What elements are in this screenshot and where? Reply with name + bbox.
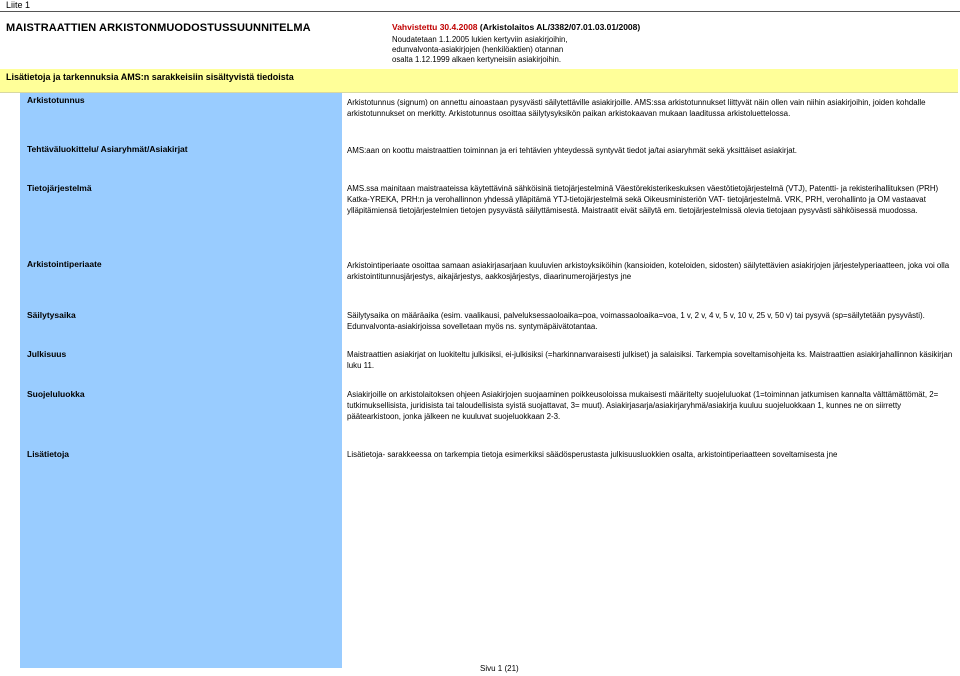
row-text-suojeluluokka: Asiakirjoille on arkistolaitoksen ohjeen Asiakirjojen suojaaminen poikkeusoloissa mukaisesti määritelty suojeluluokat (1=toiminnan jatkumisen kannalta välttämättömät, 2= tutkimuksellisista, juridisista tai taloudellisista syistä suojattavat, 3= muut). Asiakirjasarja/asiakirjaryhmä/asiakirja kuuluu suojeluokkaan 1, kunnes ne on siirretty päätearkistoon, jonka jälkeen ne kuuluvat suojeluokkaan 2-3.	[347, 390, 939, 421]
top-divider	[0, 11, 960, 12]
row-text-tehtavaluokittelu: AMS:aan on koottu maistraattien toiminnan ja eri tehtävien yhteydessä syntyvät tiedot ja/tai asiaryhmät sekä yksittäiset asiakirjat.	[347, 146, 797, 155]
row-label-arkistointiperiaate: Arkistointiperiaate	[27, 259, 102, 269]
appendix-label: Liite 1	[6, 0, 31, 10]
row-label-julkisuus: Julkisuus	[27, 349, 67, 359]
approval-reference: (Arkistolaitos AL/3382/07.01.03.01/2008)	[477, 22, 641, 32]
row-label-tehtavaluokittelu: Tehtäväluokittelu/ Asiaryhmät/Asiakirjat	[27, 144, 188, 154]
applicability-line-2: edunvalvonta-asiakirjojen (henkilöaktien) otannan	[392, 45, 564, 54]
row-text-arkistotunnus: Arkistotunnus (signum) on annettu ainoastaan pysyvästi säilytettäville asiakirjoille. AMS:ssa arkistotunnukset liittyvät näin ollen vain niihin asiakirjoihin, joiden kohdalle arkistotunnukset on merkitty. Arkistotunnus osoittaa säilytysyksikön paikan arkistokaavan mukaan laaditussa arkistoluettelossa.	[347, 98, 926, 118]
applicability-line-1: Noudatetaan 1.1.2005 lukien kertyviin asiakirjoihin,	[392, 35, 568, 44]
page-number: Sivu 1 (21)	[480, 664, 519, 673]
approval-note	[392, 22, 640, 32]
section-header-band	[0, 69, 958, 93]
row-label-tietojarjestelma: Tietojärjestelmä	[27, 183, 92, 193]
applicability-line-3: osalta 1.12.1999 alkaen kertyneisiin asiakirjoihin.	[392, 55, 562, 64]
row-text-julkisuus: Maistraattien asiakirjat on luokiteltu julkisiksi, ei-julkisiksi (=harkinnanvaraisesti julkiset) ja salaisiksi. Tarkempia soveltamisohjeita ks. Maistraattien asiakirjahallinnon käsikirjan luku 11.	[347, 350, 953, 370]
row-text-arkistointiperiaate: Arkistointiperiaate osoittaa samaan asiakirjasarjaan kuuluvien arkistoyksiköihin (kansioiden, koteloiden, sidosten) säilytettävien asiakirjojen järjestelyperiaatteen, joka voi olla arkistointitunnusjärjestys, aikajärjestys, aakkosjärjestys, diaarinumerojärjestys jne	[347, 261, 950, 281]
row-text-sailytysaika: Säilytysaika on määräaika (esim. vaalikausi, palveluksessaoloaika=poa, voimassaoloaika=voa, 1 v, 2 v, 4 v, 5 v, 10 v, 25 v, 50 v) tai pysyvä (sp=säilytetään pysyvästi). Edunvalvonta-asiakirjoissa sovelletaan myös ns. syntymäpäivätotantaa.	[347, 311, 925, 331]
row-label-arkistotunnus: Arkistotunnus	[27, 95, 85, 105]
section-title: Lisätietoja ja tarkennuksia AMS:n sarakkeisiin sisältyvistä tiedoista	[6, 72, 294, 82]
applicability-note	[392, 35, 652, 65]
row-label-sailytysaika: Säilytysaika	[27, 310, 76, 320]
page-title: MAISTRAATTIEN ARKISTONMUODOSTUSSUUNNITELMA	[6, 22, 311, 34]
label-column	[20, 93, 342, 668]
row-text-lisatietoja: Lisätietoja- sarakkeessa on tarkempia tietoja esimerkiksi säädösperustasta julkisuusluokkien osalta, arkistointiperiaatteen soveltamisesta jne	[347, 450, 838, 459]
row-label-lisatietoja: Lisätietoja	[27, 449, 70, 459]
row-label-suojeluluokka: Suojeluluokka	[27, 389, 85, 399]
approval-date: Vahvistettu 30.4.2008	[392, 22, 478, 32]
row-text-tietojarjestelma: AMS.ssa mainitaan maistraateissa käytettävinä sähköisinä tietojärjestelminä Väestörekisterikeskuksen väestötietojärjestelmä (VTJ), Patentti- ja rekisterihallituksen (PRH) Katka-YREKA, PRH:n ja verohallinnon yhdessä ylläpitämä YTJ-tietojärjestelmä sekä Oikeusministeriön VAT- tietojärjestelmä. VRK, PRH, verohallinto ja OM vastaavat ylläpitämiensä tietojärjestelmien tietojen pysyvästä säilyttämisestä. Maistraatit eivät säilytä em. tietojärjestelmissä olevia tietojaan pysyvästi sähköisessä muodossa.	[347, 184, 939, 215]
